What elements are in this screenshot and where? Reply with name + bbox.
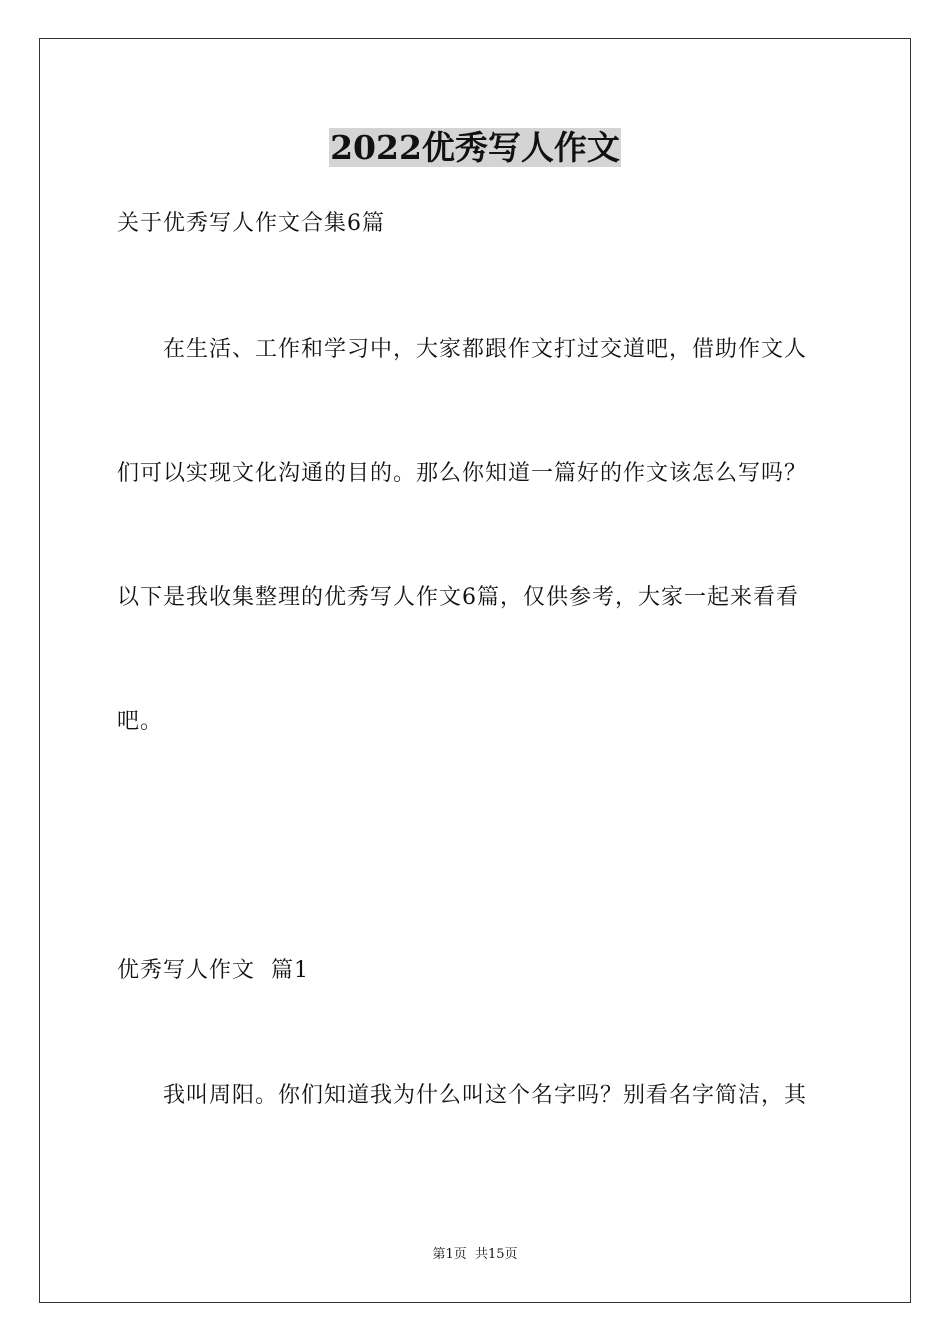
intro-line-2: 们可以实现文化沟通的目的。那么你知道一篇好的作文该怎么写吗？: [117, 461, 808, 486]
section-line-1: 我叫周阳。你们知道我为什么叫这个名字吗？别看名字简洁，其: [163, 1083, 808, 1108]
document-title: [0, 126, 950, 170]
section-heading: 优秀写人作文 篇1: [117, 958, 309, 983]
document-subtitle: 关于优秀写人作文合集6篇: [117, 211, 385, 236]
page-footer: 第1页 共15页: [432, 1247, 518, 1262]
intro-line-3: 以下是我收集整理的优秀写人作文6篇，仅供参考，大家一起来看看: [117, 585, 799, 610]
intro-line-4: 吧。: [117, 709, 164, 734]
intro-line-1: 在生活、工作和学习中，大家都跟作文打过交道吧，借助作文人: [163, 337, 808, 362]
document-title-text: 2022优秀写人作文: [330, 128, 620, 167]
